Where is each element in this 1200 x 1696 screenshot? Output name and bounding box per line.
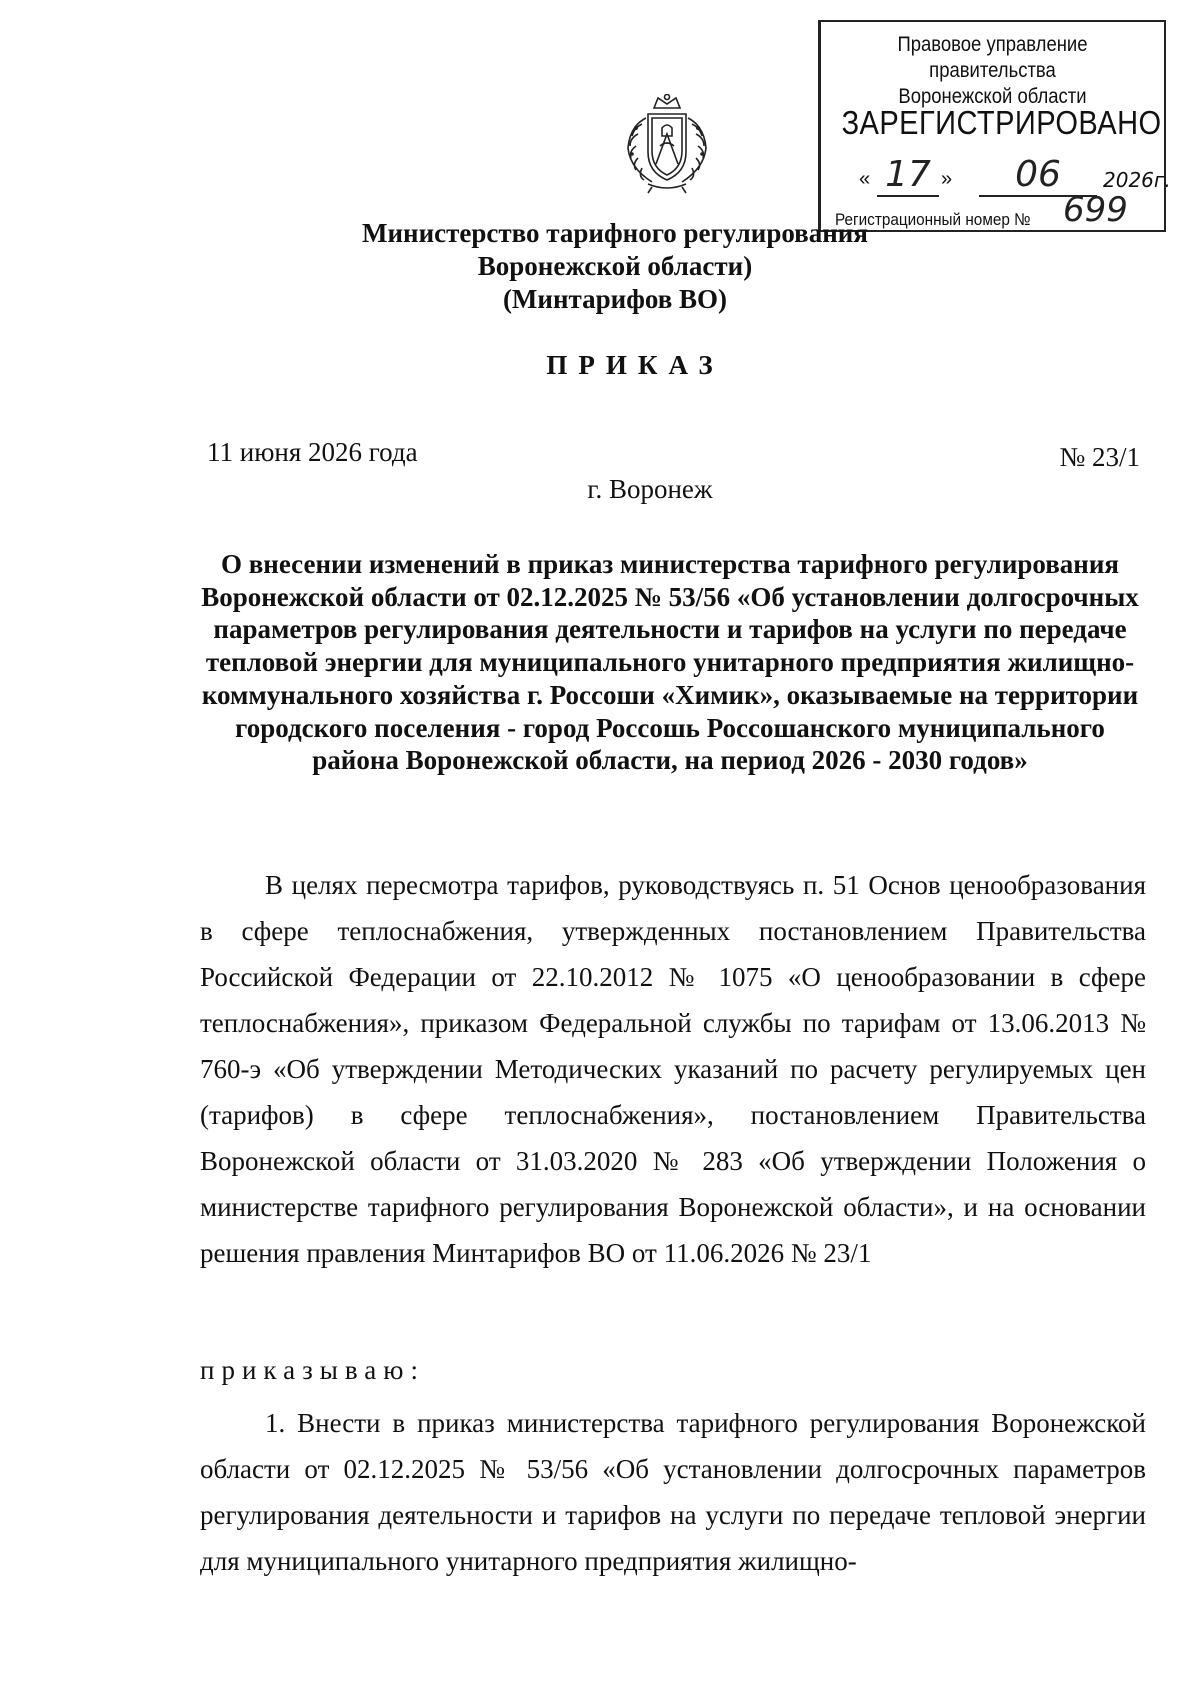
ministry-header xyxy=(320,217,910,316)
stamp-year: 2026г. xyxy=(1103,168,1171,192)
stamp-org-line2: Воронежской области xyxy=(898,85,1087,108)
body-paragraph-preamble: В целях пересмотра тарифов, руководствуясь п. 51 Основ ценообразования в сфере теплоснабжения, утвержденных постановлением Правительства Российской Федерации от 22.10.2012 № 1075 «О ценообразовании в сфере теплоснабжения», приказом Федеральной службы по тарифам от 13.06.2013 № 760-э «Об утверждении Методических указаний по расчету регулируемых цен (тарифов) в сфере теплоснабжения», постановлением Правительства Воронежской области от 31.03.2020 № 283 «Об утверждении Положения о министерстве тарифного регулирования Воронежской области», и на основании решения правления Минтарифов ВО от 11.06.2026 № 23/1 xyxy=(200,870,1146,1268)
order-title: ПРИКАЗ xyxy=(546,350,724,380)
coat-of-arms-icon xyxy=(612,94,722,194)
ministry-line3: (Минтарифов ВО) xyxy=(502,284,728,314)
stamp-reg-label: Регистрационный номер № xyxy=(835,210,1031,229)
stamp-day: 17 xyxy=(877,154,939,197)
order-word: приказываю: xyxy=(200,1355,425,1385)
stamp-org-line1: Правовое управление правительства xyxy=(897,33,1088,82)
order-number: № 23/1 xyxy=(1059,442,1140,472)
stamp-reg-number: 699 xyxy=(1063,190,1155,232)
stamp-month: 06 xyxy=(979,154,1097,197)
ministry-line2: Воронежской области) xyxy=(477,251,753,281)
stamp-open-quote: « xyxy=(859,168,871,190)
order-city: г. Воронеж xyxy=(587,474,713,504)
order-subject: О внесении изменений в приказ министерства тарифного регулирования Воронежской области от 02.12.2025 № 53/56 «Об установлении долгосрочных параметров регулирования деятельности и тарифов на услуги по передаче тепловой энергии для муниципального унитарного предприятия жилищно-коммунального хозяйства г. Россоши «Химик», оказываемые на территории городского поселения - город Россошь Россошанского муниципального района Воронежской области, на период 2026 - 2030 годов» xyxy=(201,549,1139,776)
stamp-close-quote: » xyxy=(941,168,953,190)
registration-stamp xyxy=(818,20,1171,232)
body-paragraph-item-1: 1. Внести в приказ министерства тарифного регулирования Воронежской области от 02.12.2025 № 53/56 «Об установлении долгосрочных параметров регулирования деятельности и тарифов на услуги по передаче тепловой энергии для муниципального унитарного предприятия жилищно- xyxy=(200,1408,1146,1576)
order-date: 11 июня 2026 года xyxy=(207,437,418,467)
stamp-title: ЗАРЕГИСТРИРОВАНО xyxy=(841,104,1162,141)
stamp-organization xyxy=(842,32,1144,110)
ministry-line1: Министерство тарифного регулирования xyxy=(362,218,868,248)
